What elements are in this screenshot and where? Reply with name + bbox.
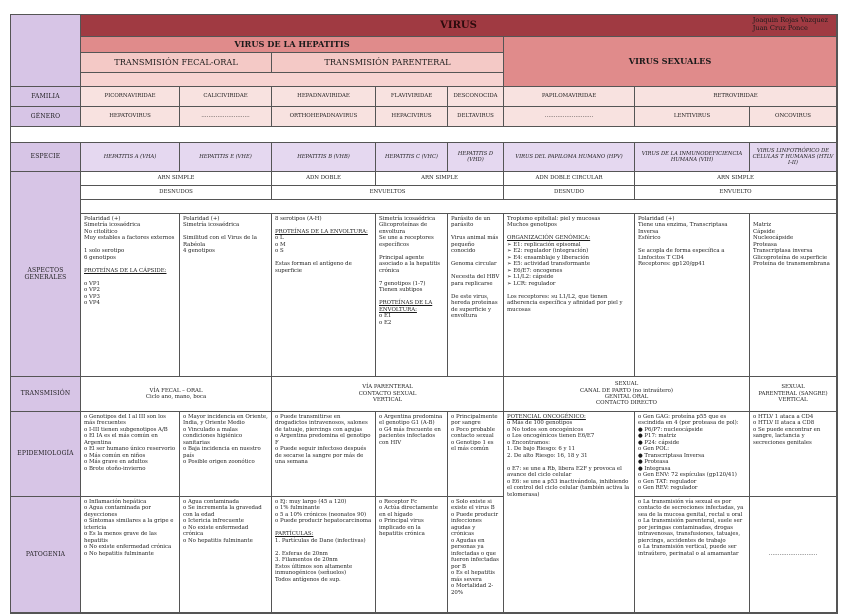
text-line: ➢ E6/E7: oncogenes <box>507 267 563 274</box>
especie-hvd: HEPATITIS D (VHD) <box>448 143 504 172</box>
transmision-sexual <box>504 377 750 412</box>
text-line: VÍA FECAL – ORAL <box>149 387 203 394</box>
text-line: o Agudas en personas ya infectadas o que fueron infectadas por B <box>451 537 499 570</box>
text-line: o Poco probable contacto sexual <box>451 426 495 440</box>
text-line: Se acopla de forma específica a Linfocitos T CD4 <box>638 248 725 261</box>
table-title <box>81 15 837 37</box>
genero-hvd: DELTAVIRUS <box>448 107 504 127</box>
text-line: Tiene una enzima, Transcriptasa Inversa <box>638 222 728 235</box>
text-line: Polaridad (+) <box>84 216 121 222</box>
text-line: o G4 más frecuente en pacientes infectados con HIV <box>379 426 441 446</box>
genero-hve: ……………………… <box>180 107 272 127</box>
text-line: Los receptores: su L1/L2, que tienen adherencia específica y afinidad por piel y mucosas <box>507 293 623 313</box>
text-line: o Síntomas similares a la gripe e ictericia <box>84 518 174 531</box>
genoma-hpv: ADN DOBLE CIRCULAR <box>504 172 635 186</box>
transmision-fecal <box>81 377 272 412</box>
patogenia-hvd <box>448 497 504 613</box>
patogenia-vih <box>635 497 750 613</box>
text-line: o Argentina predomina el genotipo F <box>275 433 371 446</box>
text-line: ……………………… <box>768 551 818 558</box>
text-line: Muy estables a factores externos <box>84 235 175 242</box>
text-line: Estos últimos son altamente inmunogénicos (señuelos) <box>275 563 353 577</box>
text-line: Genoma circular <box>451 261 497 268</box>
text-line: o La transmisión vertical, puede ser intraútero, perinatal o al amamantar <box>638 544 739 557</box>
patogenia-htlv <box>750 497 837 613</box>
text-line: o La transmisión vía sexual es por contacto de secreciones infectadas, ya sea de la mucosa genital, rectal u oral <box>638 499 744 518</box>
text-line: Todos antígenos de sup. <box>275 576 341 583</box>
text-line: o Puede producir hepatocarcinoma <box>275 518 372 525</box>
text-line: Glicoproteína de superficie <box>753 254 828 261</box>
text-line: 4 genotipos <box>183 248 215 255</box>
text-line: o L <box>275 235 284 242</box>
text-line: o Es el hepatitis más severa <box>451 570 495 583</box>
text-line: o Gen REV: regulador <box>638 485 698 492</box>
text-line: Similitud con el Virus de la Rabéola <box>183 235 257 248</box>
especie-hpv: VIRUS DEL PAPILOMA HUMANO (HPV) <box>504 143 635 172</box>
text-line: 2. De alto Riesgo: 16, 18 y 31 <box>507 452 588 459</box>
epidemiologia-hvd <box>448 412 504 497</box>
text-line: o VP4 <box>84 300 100 307</box>
text-line: Tropismo epitelial: piel y mucosas <box>507 216 601 222</box>
text-line: PROTEÍNAS DE LA CÁPSIDE: <box>84 267 167 274</box>
text-line: o Se incrementa la gravedad con la edad <box>183 505 262 518</box>
text-line: Virus animal más pequeño conocido <box>451 235 499 255</box>
text-line: o Agua contaminada por deyecciones <box>84 505 151 518</box>
especie-hve: HEPATITIS E (VHE) <box>180 143 272 172</box>
text-line: Polaridad (+) <box>638 216 675 222</box>
especie-hvb: HEPATITIS B (VHB) <box>272 143 376 172</box>
text-line: o VP3 <box>84 293 100 300</box>
envoltura-retro: ENVUELTO <box>635 186 837 200</box>
text-line: 2. Esferas de 20nm <box>275 550 328 557</box>
aspectos-hvc <box>376 214 448 377</box>
aspectos-hvb <box>272 214 376 377</box>
aspectos-hpv <box>504 214 635 377</box>
text-line: o Receptor Fc <box>379 499 418 505</box>
text-line: o Se puede encontrar en sangre, lactancia y secreciones genitales <box>753 426 821 446</box>
genero-hvc: HEPACIVIRUS <box>376 107 448 127</box>
familia-hvd: DESCONOCIDA <box>448 87 504 107</box>
text-line: 7 genotipos (1-7) <box>379 280 426 287</box>
text-line: No citolítico <box>84 228 118 235</box>
text-line: ➢ LCR: regulador <box>507 280 556 287</box>
text-line: o Gen GAG: proteína p55 que es escindida en 4 (por proteasa de pol): <box>638 414 739 427</box>
text-line: GENITAL ORAL <box>604 394 649 400</box>
text-line: PROTEÍNAS DE LA ENVOLTURA: <box>379 300 433 313</box>
text-line: ➢ E1: replicación episomal <box>507 241 581 248</box>
header-spacer <box>81 73 504 87</box>
epidemiologia-htlv <box>750 412 837 497</box>
genoma-retro: ARN SIMPLE <box>635 172 837 186</box>
text-line: 3. Filamentos de 20nm <box>275 557 338 564</box>
text-line: o E7: se une a Rb, libera E2F y provoca el avance del ciclo celular <box>507 465 622 479</box>
text-line: Nucleocápside <box>753 235 794 242</box>
text-line: Principal agente asociado a la hepatitis crónica <box>379 254 441 274</box>
text-line: o Puede seguir infectoso después de secarse la sangre por más de una semana <box>275 446 367 466</box>
text-line: Esférico <box>638 235 661 242</box>
text-line: CONTACTO SEXUAL <box>358 390 417 397</box>
genero-hva: HEPATOVIRUS <box>81 107 180 127</box>
especie-htlv: VIRUS LINFOTRÓPICO DE CÉLULAS T HUMANAS (HTLV I-II) <box>750 143 837 172</box>
text-line: ORGANIZACIÓN GENÓMICA: <box>507 235 591 242</box>
text-line: 1. De bajo Riesgo: 6 y 11 <box>507 446 576 453</box>
familia-hvc: FLAVIVIRIDAE <box>376 87 448 107</box>
sexuales-header: VIRUS SEXUALES <box>504 37 837 87</box>
text-line: o Principal virus implicado en la hepatitis crónica <box>379 518 425 538</box>
text-line: 1. Partículas de Dane (infectivas) <box>275 537 366 544</box>
text-line: o Es la menos grave de las hepatitis <box>84 531 157 544</box>
envoltura-hpv: DESNUDO <box>504 186 635 200</box>
text-line: SEXUAL <box>781 384 805 391</box>
aspectos-spacer <box>81 200 837 214</box>
genero-hvb: ORTHOHEPADNAVIRUS <box>272 107 376 127</box>
transmision-sexual-vih <box>750 377 837 412</box>
text-line: ➢ L1/L2: cápside <box>507 274 554 281</box>
text-line: Transcriptasa inversa <box>753 248 813 255</box>
text-line: Estas forman el antígeno de superficie <box>275 261 352 274</box>
text-line: Tienen subtipos <box>379 287 423 294</box>
virus-comparison-table <box>10 14 838 614</box>
familia-retro: RETROVIRIDAE <box>635 87 837 107</box>
text-line: o Solo existe si existe el virus B <box>451 499 495 512</box>
especie-hva: HEPATITIS A (VHA) <box>81 143 180 172</box>
fecal-oral-header: TRANSMISIÓN FECAL-ORAL <box>81 53 272 73</box>
text-line: Glicoproteínas de envoltura <box>379 222 428 235</box>
text-line: VÍA PARENTERAL <box>362 384 413 391</box>
text-line: o HTLV 1 ataca a CD4 <box>753 414 814 420</box>
author-1: Joaquin Rojas Vazquez <box>752 16 828 24</box>
row-label-genero: GÉNERO <box>11 107 81 127</box>
text-line: Receptores: gp120/gp41 <box>638 261 706 268</box>
text-line: o Ictericia infrecuente <box>183 518 244 525</box>
text-line: ➢ E5: actividad transformante <box>507 261 591 268</box>
text-line: Matriz <box>753 222 772 229</box>
text-line: o Baja incidencia en nuestro país <box>183 446 261 459</box>
familia-hvb: HEPADNAVIRIDAE <box>272 87 376 107</box>
text-line: Proteasa <box>753 241 777 248</box>
aspectos-hve <box>180 214 272 377</box>
text-line: ● P24: cápside <box>638 439 680 446</box>
epidemiologia-hvc <box>376 412 448 497</box>
text-line: o E6: se une a p53 inactivándola, inhibiendo el control del ciclo celular (también activa la telomerasa) <box>507 478 630 498</box>
author-2: Juan Cruz Ponce <box>752 23 808 32</box>
row-label-aspectos: ASPECTOS GENERALES <box>11 172 81 377</box>
envoltura-fecal: DESNUDOS <box>81 186 272 200</box>
text-line: ● Integrasa <box>638 465 671 472</box>
text-line: ➢ E4: ensamblaje y liberación <box>507 254 589 261</box>
text-line: o Agua contaminada <box>183 499 240 505</box>
text-line: o I-III tienen subgenotipos A/B <box>84 426 168 433</box>
text-line: Proteína de transmembrana <box>753 261 830 268</box>
text-line: o Inflamación hepática <box>84 499 147 505</box>
text-line: o No existe enfermedad crónica <box>84 544 172 551</box>
epidemiologia-vih <box>635 412 750 497</box>
text-line: o S <box>275 248 284 255</box>
text-line: PROTEÍNAS DE LA ENVOLTURA: <box>275 228 368 235</box>
text-line: o Más grave en adultos <box>84 459 148 466</box>
text-line: o Los oncogénicos tienen E6/E7 <box>507 433 595 440</box>
text-line: o Vinculado a malas condiciones higiénico sanitarias <box>183 426 243 446</box>
text-line: CONTACTO DIRECTO <box>596 400 657 407</box>
text-line: o VP1 <box>84 280 100 287</box>
patogenia-hve <box>180 497 272 613</box>
text-line: o Gen POL: <box>638 446 670 453</box>
text-line: Simetría icosaédrica <box>379 216 436 222</box>
text-line: ● Transcriptasa Inversa <box>638 452 705 459</box>
aspectos-hvd <box>448 214 504 377</box>
hepatitis-header: VIRUS DE LA HEPATITIS <box>81 37 504 53</box>
text-line: Cápside <box>753 228 775 235</box>
text-line: o Mortalidad 2-20% <box>451 583 494 596</box>
aspectos-vih <box>635 214 750 377</box>
authors <box>753 17 828 32</box>
text-line: SEXUAL <box>614 381 639 388</box>
text-line: POTENCIAL ONCOGÉNICO: <box>507 414 586 420</box>
text-line: Polaridad (+) <box>183 216 220 222</box>
text-line: Se une a receptores específicos <box>379 235 434 248</box>
text-line: o Genotipo 1 es el más común <box>451 439 494 453</box>
text-line: o Más común en niños <box>84 452 146 459</box>
text-line: o Mayor incidencia en Oriente, India, y Oriente Medio <box>183 414 268 427</box>
especie-hvc: HEPATITIS C (VHC) <box>376 143 448 172</box>
genoma-hvb: ADN DOBLE <box>272 172 376 186</box>
text-line: VERTICAL <box>778 397 808 404</box>
familia-hpv: PAPILOMAVIRIDAE <box>504 87 635 107</box>
text-line: Simetría icosaédrica <box>84 222 141 229</box>
genoma-fecal: ARN SIMPLE <box>81 172 272 186</box>
text-line: o No existe enfermedad crónica <box>183 524 249 538</box>
familia-hva: PICORNAVIRIDAE <box>81 87 180 107</box>
text-line: o E1 <box>379 313 392 320</box>
text-line: o No hepatitis fulminante <box>84 550 154 557</box>
text-line: o No hepatitis fulminante <box>183 537 253 544</box>
text-line: o Actúa directamente en el hígado <box>379 505 438 518</box>
aspectos-htlv <box>750 214 837 377</box>
text-line: o VP2 <box>84 287 100 294</box>
text-line: Necesita del HBV para replicarse <box>451 274 500 287</box>
text-line: Parásito de un parásito <box>451 216 491 229</box>
text-line: o HTLV II ataca a CD8 <box>753 420 815 427</box>
especie-vih: VIRUS DE LA INMUNODEFICIENCIA HUMANA (VIH) <box>635 143 750 172</box>
text-line: PARTÍCULAS: <box>275 531 314 538</box>
genoma-hvc-hvd: ARN SIMPLE <box>376 172 504 186</box>
row-label-epidemiologia: EPIDEMIOLOGÍA <box>11 412 81 497</box>
text-line: o Puede producir infecciones agudas y crónicas <box>451 511 499 538</box>
aspectos-hva <box>81 214 180 377</box>
text-line: o Encontramos: <box>507 439 550 446</box>
text-line: o No todos son oncogénicos <box>507 426 584 433</box>
text-line: o Más de 100 genotipos <box>507 420 573 427</box>
epidemiologia-hvb <box>272 412 376 497</box>
patogenia-hvb <box>272 497 376 613</box>
text-line: 6 genotipos <box>84 254 116 261</box>
text-line: o E2 <box>379 319 392 326</box>
text-line: 1 solo serotipo <box>84 248 125 255</box>
epidemiologia-hpv <box>504 412 635 613</box>
row-label-familia: FAMILIA <box>11 87 81 107</box>
text-line: o Gen TAT: regulador <box>638 478 697 485</box>
text-line: Ciclo ano, mano, boca <box>145 394 207 400</box>
text-line: ● P6/P7: nucleocápside <box>638 426 703 433</box>
envoltura-parenteral: ENVUELTOS <box>272 186 504 200</box>
text-line: o Gen ENV: 72 espículas (gp120/41) <box>638 472 737 479</box>
text-line: o 5 a 10% crónicos (neonatos 90) <box>275 511 367 518</box>
text-line: o Brote otoño-invierno <box>84 465 146 472</box>
parenteral-header: TRANSMISIÓN PARENTERAL <box>272 53 504 73</box>
text-line: o Ej: muy largo (45 a 120) <box>275 499 347 505</box>
epidemiologia-hve <box>180 412 272 497</box>
text-line: o El ser humano único reservorio <box>84 446 176 453</box>
genero-htlv: ONCOVIRUS <box>750 107 837 127</box>
genero-hpv: ……………………… <box>504 107 635 127</box>
text-line: 8 serotipos (A-H) <box>275 216 322 222</box>
text-line: ● P17: matriz <box>638 433 677 440</box>
row-spacer <box>11 127 837 143</box>
row-label-especie: ESPECIE <box>11 143 81 172</box>
text-line: o Posible origen zoonótico <box>183 459 255 466</box>
text-line: o Argentina predomina el genotipo G1 (A-B) <box>379 414 443 427</box>
text-line: Simetría icosaédrica <box>183 222 240 229</box>
corner-cell <box>11 15 81 87</box>
epidemiologia-hva <box>81 412 180 497</box>
text-line: ➢ E2: regulador (integración) <box>507 248 589 255</box>
text-line: o 1% fulminante <box>275 505 320 512</box>
text-line: CANAL DE PARTO (no intraútero) <box>579 387 674 394</box>
row-label-transmision: TRANSMISIÓN <box>11 377 81 412</box>
text-line: o Principalmente por sangre <box>451 414 498 427</box>
patogenia-hvc <box>376 497 448 613</box>
text-line: o Genotipos del I al III son los más frecuentes <box>84 414 166 427</box>
patogenia-hva <box>81 497 180 613</box>
text-line: o M <box>275 241 286 248</box>
text-line: o Puede transmitirse en drogadictos intravenosos, salones de tatuaje, piercings con agujas <box>275 414 368 433</box>
text-line: VERTICAL <box>372 397 403 404</box>
text-line: De este virus, hereda proteínas de superficie y envoltura <box>451 293 498 320</box>
row-label-patogenia: PATOGENIA <box>11 497 81 613</box>
text-line: Muchos genotipos <box>507 222 557 229</box>
text-line: ● Proteasa <box>638 459 669 466</box>
genero-vih: LENTIVIRUS <box>635 107 750 127</box>
text-line: o El IA es el más común en Argentina <box>84 433 158 446</box>
title-text: VIRUS <box>440 19 477 31</box>
text-line: o La transmisión parenteral, suele ser por jeringas contaminadas, drogas intravenosas, transfusiones, tatuajes, piercings, accidentes de trabajo <box>638 518 743 544</box>
familia-hve: CALICIVIRIDAE <box>180 87 272 107</box>
text-line: PARENTERAL (SANGRE) <box>758 390 828 397</box>
transmision-parenteral <box>272 377 504 412</box>
